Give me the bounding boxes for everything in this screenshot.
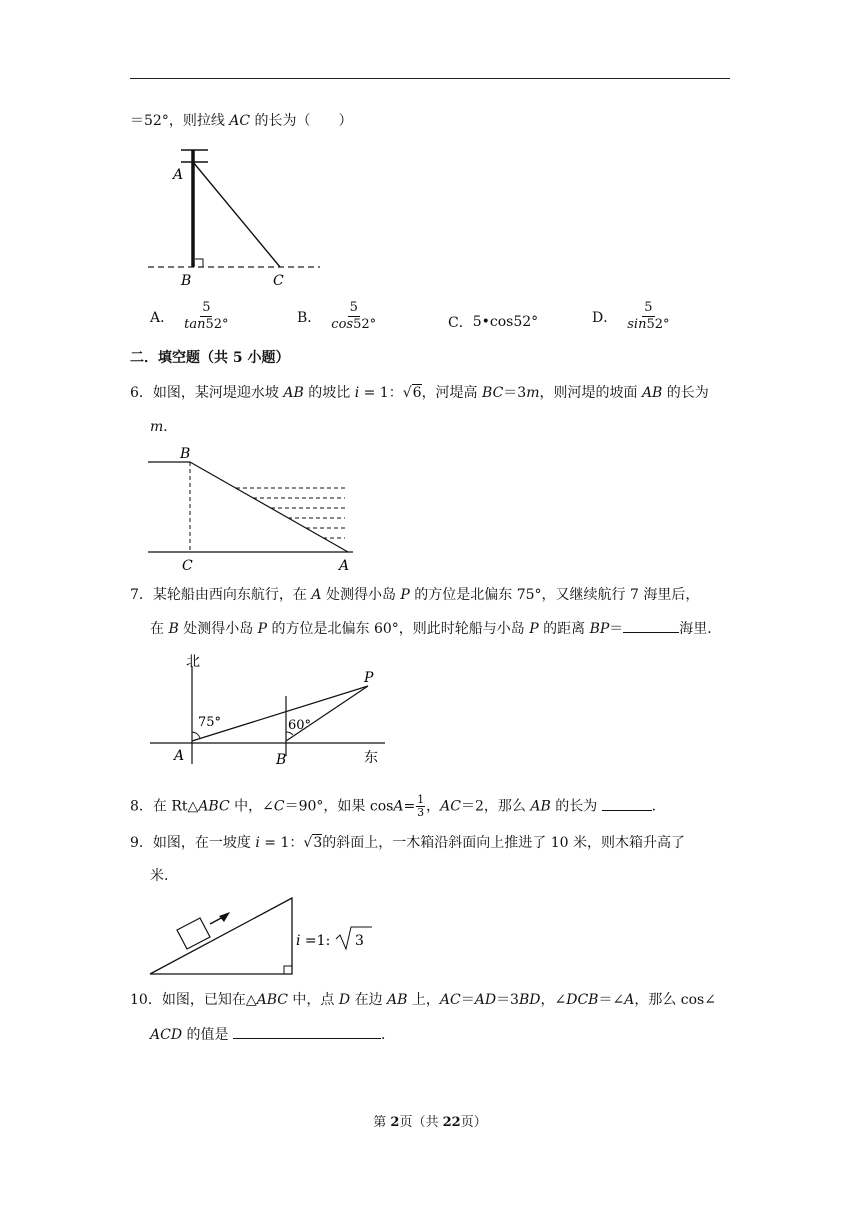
q5-stem: ＝52°，则拉线 AC 的长为（ ） <box>130 113 353 129</box>
q9-line1: 9．如图，在一坡度 i = 1：√3的斜面上，一木箱沿斜面向上推进了 10 米，则木箱升高了 <box>130 835 685 851</box>
q5-label-B: B <box>181 273 192 289</box>
q8-line: 8．在 Rt△ABC 中，∠C＝90°，如果 cosA= $\frac{1}{3}$ ，AC＝2，那么 AB 的长为 ． <box>130 793 666 819</box>
q7-figure <box>150 652 390 772</box>
q7-answer-blank[interactable] <box>623 632 679 633</box>
q7-angle-60: 60° <box>288 718 312 733</box>
q10-line1: 10．如图，已知在△ABC 中，点 D 在边 AB 上，AC＝AD＝3BD，∠DCB＝∠A，那么 cos∠ <box>130 992 716 1008</box>
q7-label-B: B <box>276 752 287 768</box>
q5-choice-c[interactable]: C． 5•cos52° <box>448 314 539 331</box>
q7-angle-75: 75° <box>198 715 222 730</box>
q5-label-A: A <box>173 167 184 183</box>
q9-figure <box>148 895 378 980</box>
q6-label-C: C <box>182 558 193 574</box>
q9-root-3: 3 <box>355 933 364 949</box>
q5-choice-b[interactable]: B． $\frac{5}{\cos 52^\circ}$ <box>297 300 377 332</box>
q7-label-north: 北 <box>186 654 200 670</box>
q5-choice-d[interactable]: D． $\frac{5}{\sin 52^\circ}$ <box>592 300 670 332</box>
header-rule <box>130 78 730 79</box>
q5-figure <box>140 145 330 290</box>
q7-line2: 在 B 处测得小岛 P 的方位是北偏东 60°，则此时轮船与小岛 P 的距离 BP＝ 海里． <box>150 621 722 637</box>
q5-guy-wire <box>193 162 280 267</box>
section-title: 二．填空题（共 5 小题） <box>130 350 290 366</box>
q7-label-east: 东 <box>364 750 378 766</box>
q7-line1: 7．某轮船由西向东航行，在 A 处测得小岛 P 的方位是北偏东 75°，又继续航行 7 海里后， <box>130 587 700 603</box>
q9-line2: 米． <box>150 868 178 884</box>
q10-line2: ACD 的值是 ． <box>150 1027 395 1043</box>
q7-label-A: A <box>174 748 185 764</box>
q5-label-C: C <box>273 273 284 289</box>
q10-answer-blank[interactable] <box>233 1038 381 1039</box>
q7-label-P: P <box>364 670 374 686</box>
q5-choice-a[interactable]: A． $\frac{5}{\tan 52^\circ}$ <box>150 300 229 332</box>
svg-text:i =1:: i =1: <box>296 933 331 949</box>
q8-answer-blank[interactable] <box>602 810 652 811</box>
q6-line1: 6．如图，某河堤迎水坡 AB 的坡比 i = 1：√6，河堤高 BC＝3m，则河堤的坡面 AB 的长为 <box>130 385 709 401</box>
page-footer: 第 2页（共 22页） <box>373 1115 487 1130</box>
q5-right-angle <box>195 259 203 267</box>
q6-line2: m． <box>150 419 178 435</box>
q6-label-A: A <box>339 558 350 574</box>
q6-label-B: B <box>180 446 191 462</box>
q6-figure <box>148 444 360 574</box>
